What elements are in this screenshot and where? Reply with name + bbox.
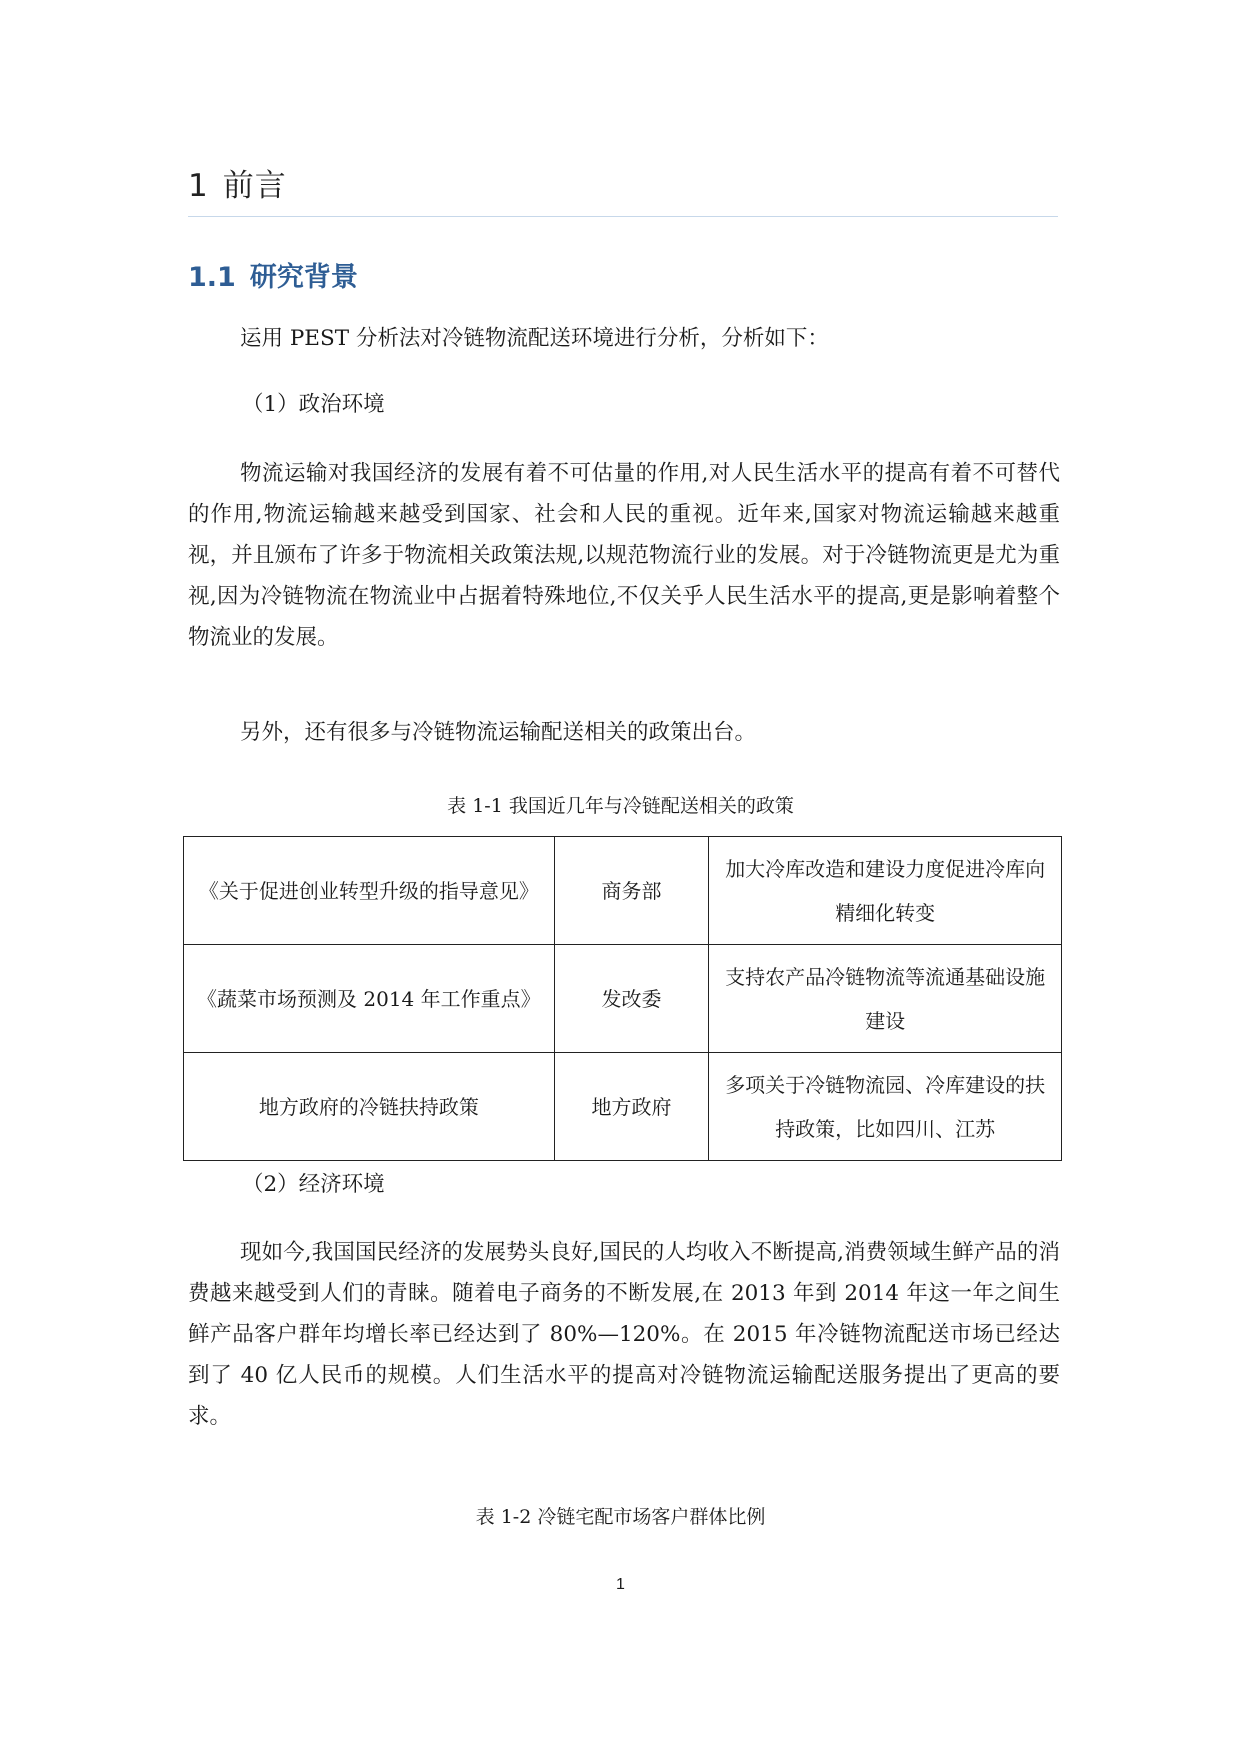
- chapter-heading: [188, 160, 287, 205]
- policy-name-cell: 《蔬菜市场预测及 2014 年工作重点》: [184, 945, 555, 1053]
- table-row: [184, 837, 1062, 945]
- chapter-number: 1: [188, 168, 209, 204]
- policy-name-cell: 地方政府的冷链扶持政策: [184, 1053, 555, 1161]
- page-number: 1: [616, 1576, 625, 1593]
- policy-content-cell: 多项关于冷链物流园、冷库建设的扶持政策，比如四川、江苏: [709, 1053, 1062, 1161]
- policy-name-cell: 《关于促进创业转型升级的指导意见》: [184, 837, 555, 945]
- policy-content-cell: 加大冷库改造和建设力度促进冷库向精细化转变: [709, 837, 1062, 945]
- policy-table: [183, 836, 1062, 1161]
- heading-divider: [188, 216, 1058, 217]
- department-cell: 商务部: [554, 837, 709, 945]
- policy-content-cell: 支持农产品冷链物流等流通基础设施建设: [709, 945, 1062, 1053]
- table2-caption: 表 1-2 冷链宅配市场客户群体比例: [475, 1506, 766, 1528]
- section-title: 研究背景: [249, 262, 358, 293]
- section-number: 1.1: [188, 262, 236, 293]
- political-paragraph: 物流运输对我国经济的发展有着不可估量的作用,对人民生活水平的提高有着不可替代的作用,物流运输越来越受到国家、社会和人民的重视。近年来,国家对物流运输越来越重视，并且颁布了许多于物流相关政策法规,以规范物流行业的发展。对于冷链物流更是尤为重视,因为冷链物流在物流业中占据着特殊地位,不仅关乎人民生活水平的提高,更是影响着整个物流业的发展。: [188, 461, 1060, 650]
- political-paragraph-2: 另外，还有很多与冷链物流运输配送相关的政策出台。: [240, 720, 757, 745]
- table1-caption: 表 1-1 我国近几年与冷链配送相关的政策: [447, 795, 794, 817]
- intro-paragraph: 运用 PEST 分析法对冷链物流配送环境进行分析，分析如下：: [240, 326, 829, 351]
- table-row: [184, 1053, 1062, 1161]
- department-cell: 发改委: [554, 945, 709, 1053]
- economic-paragraph: 现如今,我国国民经济的发展势头良好,国民的人均收入不断提高,消费领域生鲜产品的消费越来越受到人们的青睐。随着电子商务的不断发展,在 2013 年到 2014 年这一年之间生鲜产品客户群年均增长率已经达到了 80%—120%。在 2015 年冷链物流配送市场已经达到了 40 亿人民币的规模。人们生活水平的提高对冷链物流运输配送服务提出了更高的要求。: [188, 1240, 1060, 1429]
- department-cell: 地方政府: [554, 1053, 709, 1161]
- economic-subheading: （2）经济环境: [242, 1172, 385, 1197]
- chapter-title: 前言: [222, 168, 287, 204]
- political-subheading: （1）政治环境: [242, 392, 385, 417]
- section-heading: [188, 255, 358, 294]
- table-row: [184, 945, 1062, 1053]
